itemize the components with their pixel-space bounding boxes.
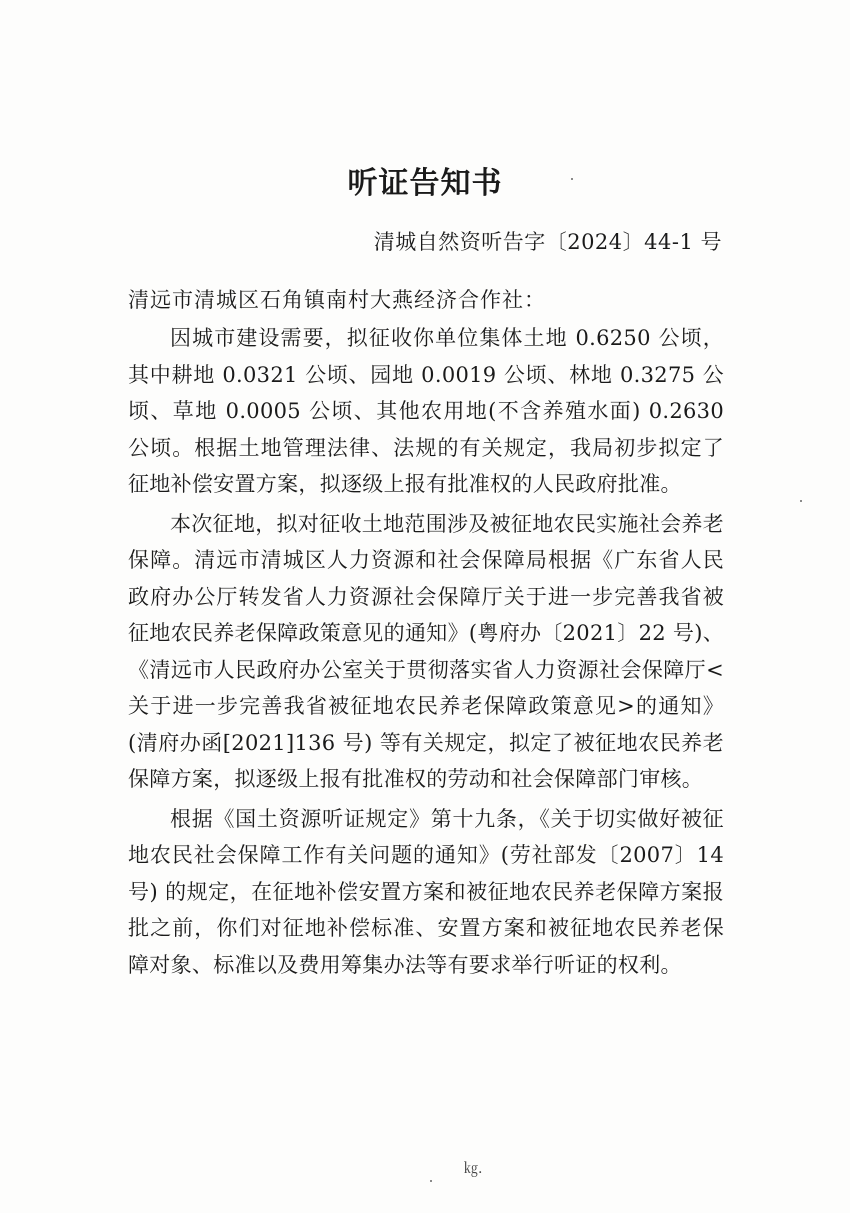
scan-speck: [571, 178, 573, 180]
document-number: 清城自然资听告字〔2024〕44-1 号: [373, 230, 722, 254]
scan-speck: [430, 1180, 432, 1182]
document-title: 听证告知书: [347, 166, 503, 201]
paragraph: 根据《国土资源听证规定》第十九条，《关于切实做好被征地农民社会保障工作有关问题的通知》(劳社部发〔2007〕14 号) 的规定，在征地补偿安置方案和被征地农民养老保障方案报批之前，你们对征地补偿标准、安置方案和被征地农民养老保障对象、标准以及费用筹集办法等有要求举行听证的权利。: [128, 806, 724, 977]
scan-speck: [800, 500, 802, 502]
page-mark: ㎏.: [464, 1161, 483, 1177]
document-body: [128, 320, 724, 983]
paragraph: 本次征地，拟对征收土地范围涉及被征地农民实施社会养老保障。清远市清城区人力资源和社会保障局根据《广东省人民政府办公厅转发省人力资源社会保障厅关于进一步完善我省被征地农民养老保障政策意见的通知》(粤府办〔2021〕22 号)、《清远市人民政府办公室关于贯彻落实省人力资源社会保障厅<关于进一步完善我省被征地农民养老保障政策意见>的通知》(清府办函[2021]136 号) 等有关规定，拟定了被征地农民养老保障方案，拟逐级上报有批准权的劳动和社会保障部门审核。: [128, 511, 724, 791]
paragraph: 因城市建设需要，拟征收你单位集体土地 0.6250 公顷，其中耕地 0.0321 公顷、园地 0.0019 公顷、林地 0.3275 公顷、草地 0.0005 公顷、其他农用地(不含养殖水面) 0.2630 公顷。根据土地管理法律、法规的有关规定，我局初步拟定了征地补偿安置方案，拟逐级上报有批准权的人民政府批准。: [128, 326, 724, 496]
addressee: 清远市清城区石角镇南村大燕经济合作社：: [128, 288, 546, 312]
